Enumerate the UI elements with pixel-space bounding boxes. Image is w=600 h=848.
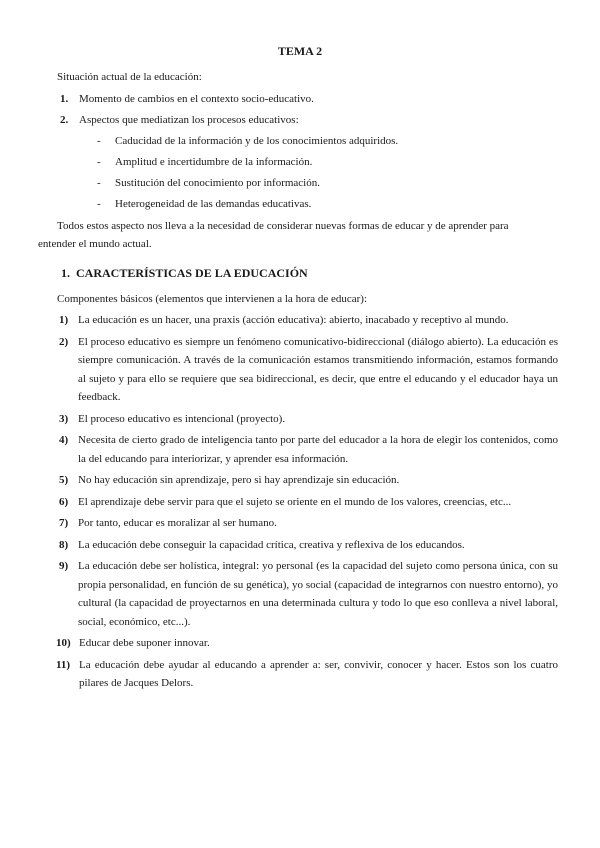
list-text: El aprendizaje debe servir para que el sujeto se oriente en el mundo de los valores, creencias, etc... <box>78 495 512 508</box>
sub-list-text: Amplitud e incertidumbre de la información. <box>115 156 313 168</box>
list-number: 7) <box>59 517 69 529</box>
list-text: El proceso educativo es intencional (proyecto). <box>78 412 286 425</box>
list-number: 1. <box>60 93 69 105</box>
list-text: La educación debe conseguir la capacidad crítica, creativa y reflexiva de los educandos. <box>78 538 465 551</box>
list-number: 2) <box>59 335 69 348</box>
list-text: No hay educación sin aprendizaje, pero si hay aprendizaje sin educación. <box>78 474 400 486</box>
sub-list-text: Caducidad de la información y de los conocimientos adquiridos. <box>115 135 399 147</box>
list-item <box>56 557 558 631</box>
list-text: La educación debe ayudar al educando a aprender a: ser, convivir, conocer y hacer. Estos son los cuatro pilares de Jacques Delors. <box>79 658 558 689</box>
list-text: Por tanto, educar es moralizar al ser humano. <box>78 517 277 529</box>
list-number: 3) <box>59 412 69 425</box>
dash-bullet: - <box>97 156 101 168</box>
main-list <box>57 90 314 132</box>
list-text: Educar debe suponer innovar. <box>79 637 210 649</box>
list-item <box>56 514 558 533</box>
list-text: La educación es un hacer, una praxis (acción educativa): abierto, inacabado y receptivo al mundo. <box>78 314 509 326</box>
dash-bullet: - <box>97 198 101 210</box>
list-text: Aspectos que mediatizan los procesos educativos: <box>79 114 299 126</box>
list-item <box>57 111 314 132</box>
list-number: 9) <box>59 560 69 572</box>
sub-list-text: Heterogeneidad de las demandas educativas. <box>115 198 312 210</box>
list-text: La educación debe ser holística, integral: yo personal (es la capacidad del sujeto como persona única, con su propia personalidad, en función de su genética), yo social (capacidad de integrarnos con nuestro entorno), yo cultural (la capacidad de proyectarnos en una determinada cultura y todo lo que eso conlleva a nivel laboral, social, económico, etc...). <box>78 560 558 628</box>
list-item <box>56 471 558 490</box>
list-number: 2. <box>60 114 69 126</box>
list-item <box>57 90 314 111</box>
components-intro: Componentes básicos (elementos que intervienen a la hora de educar): <box>57 293 368 305</box>
dash-bullet: - <box>97 135 101 147</box>
list-item <box>56 431 558 468</box>
list-item <box>56 536 558 555</box>
list-number: 8) <box>59 538 69 551</box>
list-number: 10) <box>56 637 71 649</box>
document-title: TEMA 2 <box>277 44 323 58</box>
list-item <box>56 493 558 512</box>
list-text: Necesita de cierto grado de inteligencia tanto por parte del educador a la hora de elegir los contenidos, como la del educando para interiorizar, y aprender esa información. <box>78 434 558 465</box>
sub-list <box>97 132 398 216</box>
sub-list-item <box>97 153 398 174</box>
list-text: El proceso educativo es siempre un fenómeno comunicativo-bidireccional (diálogo abierto). La educación es siempre comunicación. A través de la comunicación estamos transmitiendo información, estamos formando al sujeto y para ello se requiere que sea bidireccional, es decir, que entre el educando y el educador haya un feedback. <box>78 335 558 403</box>
section-heading <box>61 266 308 281</box>
section-number: 1. <box>61 266 70 280</box>
sub-list-item <box>97 195 398 216</box>
section-title: CARACTERÍSTICAS DE LA EDUCACIÓN <box>76 266 308 280</box>
list-number: 11) <box>56 658 71 671</box>
sub-list-text: Sustitución del conocimiento por información. <box>115 177 320 189</box>
sub-list-item <box>97 132 398 153</box>
list-item <box>56 333 558 407</box>
list-item <box>56 311 558 330</box>
list-number: 6) <box>59 495 69 508</box>
list-number: 4) <box>59 434 69 446</box>
list-item <box>56 410 558 429</box>
paragraph-line-1: Todos estos aspecto nos lleva a la necesidad de considerar nuevas formas de educar y de aprender para <box>57 220 509 232</box>
list-item <box>56 634 558 653</box>
dash-bullet: - <box>97 177 101 189</box>
paragraph-line-2: entender el mundo actual. <box>38 238 152 250</box>
sub-list-item <box>97 174 398 195</box>
list-number: 1) <box>59 314 69 326</box>
list-text: Momento de cambios en el contexto socio-educativo. <box>79 93 314 105</box>
characteristics-list <box>56 311 558 693</box>
list-item <box>56 656 558 693</box>
intro-text: Situación actual de la educación: <box>57 71 202 83</box>
list-number: 5) <box>59 474 69 486</box>
